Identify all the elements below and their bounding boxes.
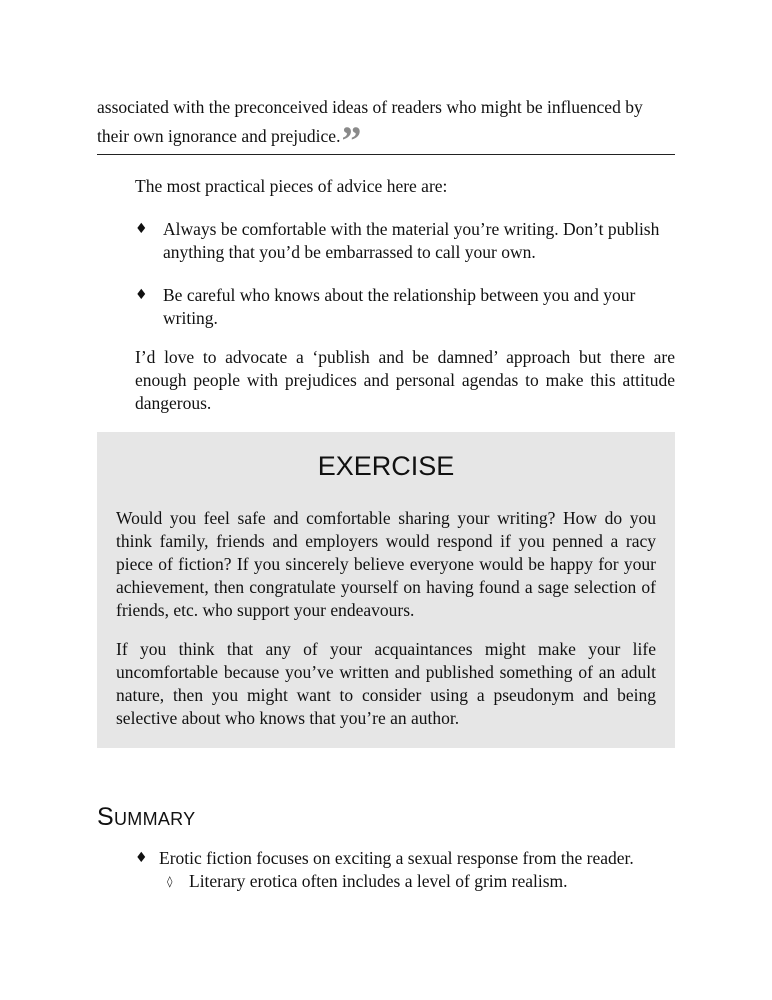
summary-list [135,847,695,893]
summary-heading: Summary [97,803,196,831]
advice-text: Always be comfortable with the material you’re writing. Don’t publish anything that you’d be embarrassed to call your own. [163,219,660,262]
advice-item [135,218,675,264]
summary-sub-item-text: Literary erotica often includes a level of grim realism. [189,871,568,891]
exercise-paragraph: If you think that any of your acquaintances might make your life uncomfortable because you’ve written and published something of an adult nature, then you might want to consider using a pseudonym and being selective about who knows that you’re an author. [116,639,656,728]
diamond-bullet-icon: ♦ [135,850,148,866]
summary-item [135,847,695,893]
quote-text: associated with the preconceived ideas of readers who might be influenced by their own ignorance and prejudice. [97,97,643,146]
diamond-bullet-icon: ♦ [135,221,148,237]
closing-quote-mark: ” [341,118,362,163]
advice-list [135,218,675,350]
advice-intro: The most practical pieces of advice here are: [135,176,448,196]
closing-paragraph: I’d love to advocate a ‘publish and be damned’ approach but there are enough people with prejudices and personal agendas to make this attitude dangerous. [135,347,675,413]
advice-item [135,284,675,330]
exercise-paragraph: Would you feel safe and comfortable sharing your writing? How do you think family, friends and employers would respond if you penned a racy piece of fiction? If you sincerely believe everyone would be happy for your achievement, then congratulate yourself on having found a sage selection of friends, etc. who support your endeavours. [116,508,656,620]
quote-divider [97,154,675,155]
summary-sub-list [159,870,695,893]
summary-item-text: Erotic fiction focuses on exciting a sexual response from the reader. [159,848,634,868]
advice-text: Be careful who knows about the relationship between you and your writing. [163,285,636,328]
exercise-title: EXERCISE [317,451,455,481]
summary-sub-item [161,870,695,893]
exercise-box [97,432,675,748]
quote-continuation [97,93,675,163]
diamond-bullet-icon: ♦ [135,287,148,303]
lozenge-bullet-icon: ◊ [167,875,173,888]
